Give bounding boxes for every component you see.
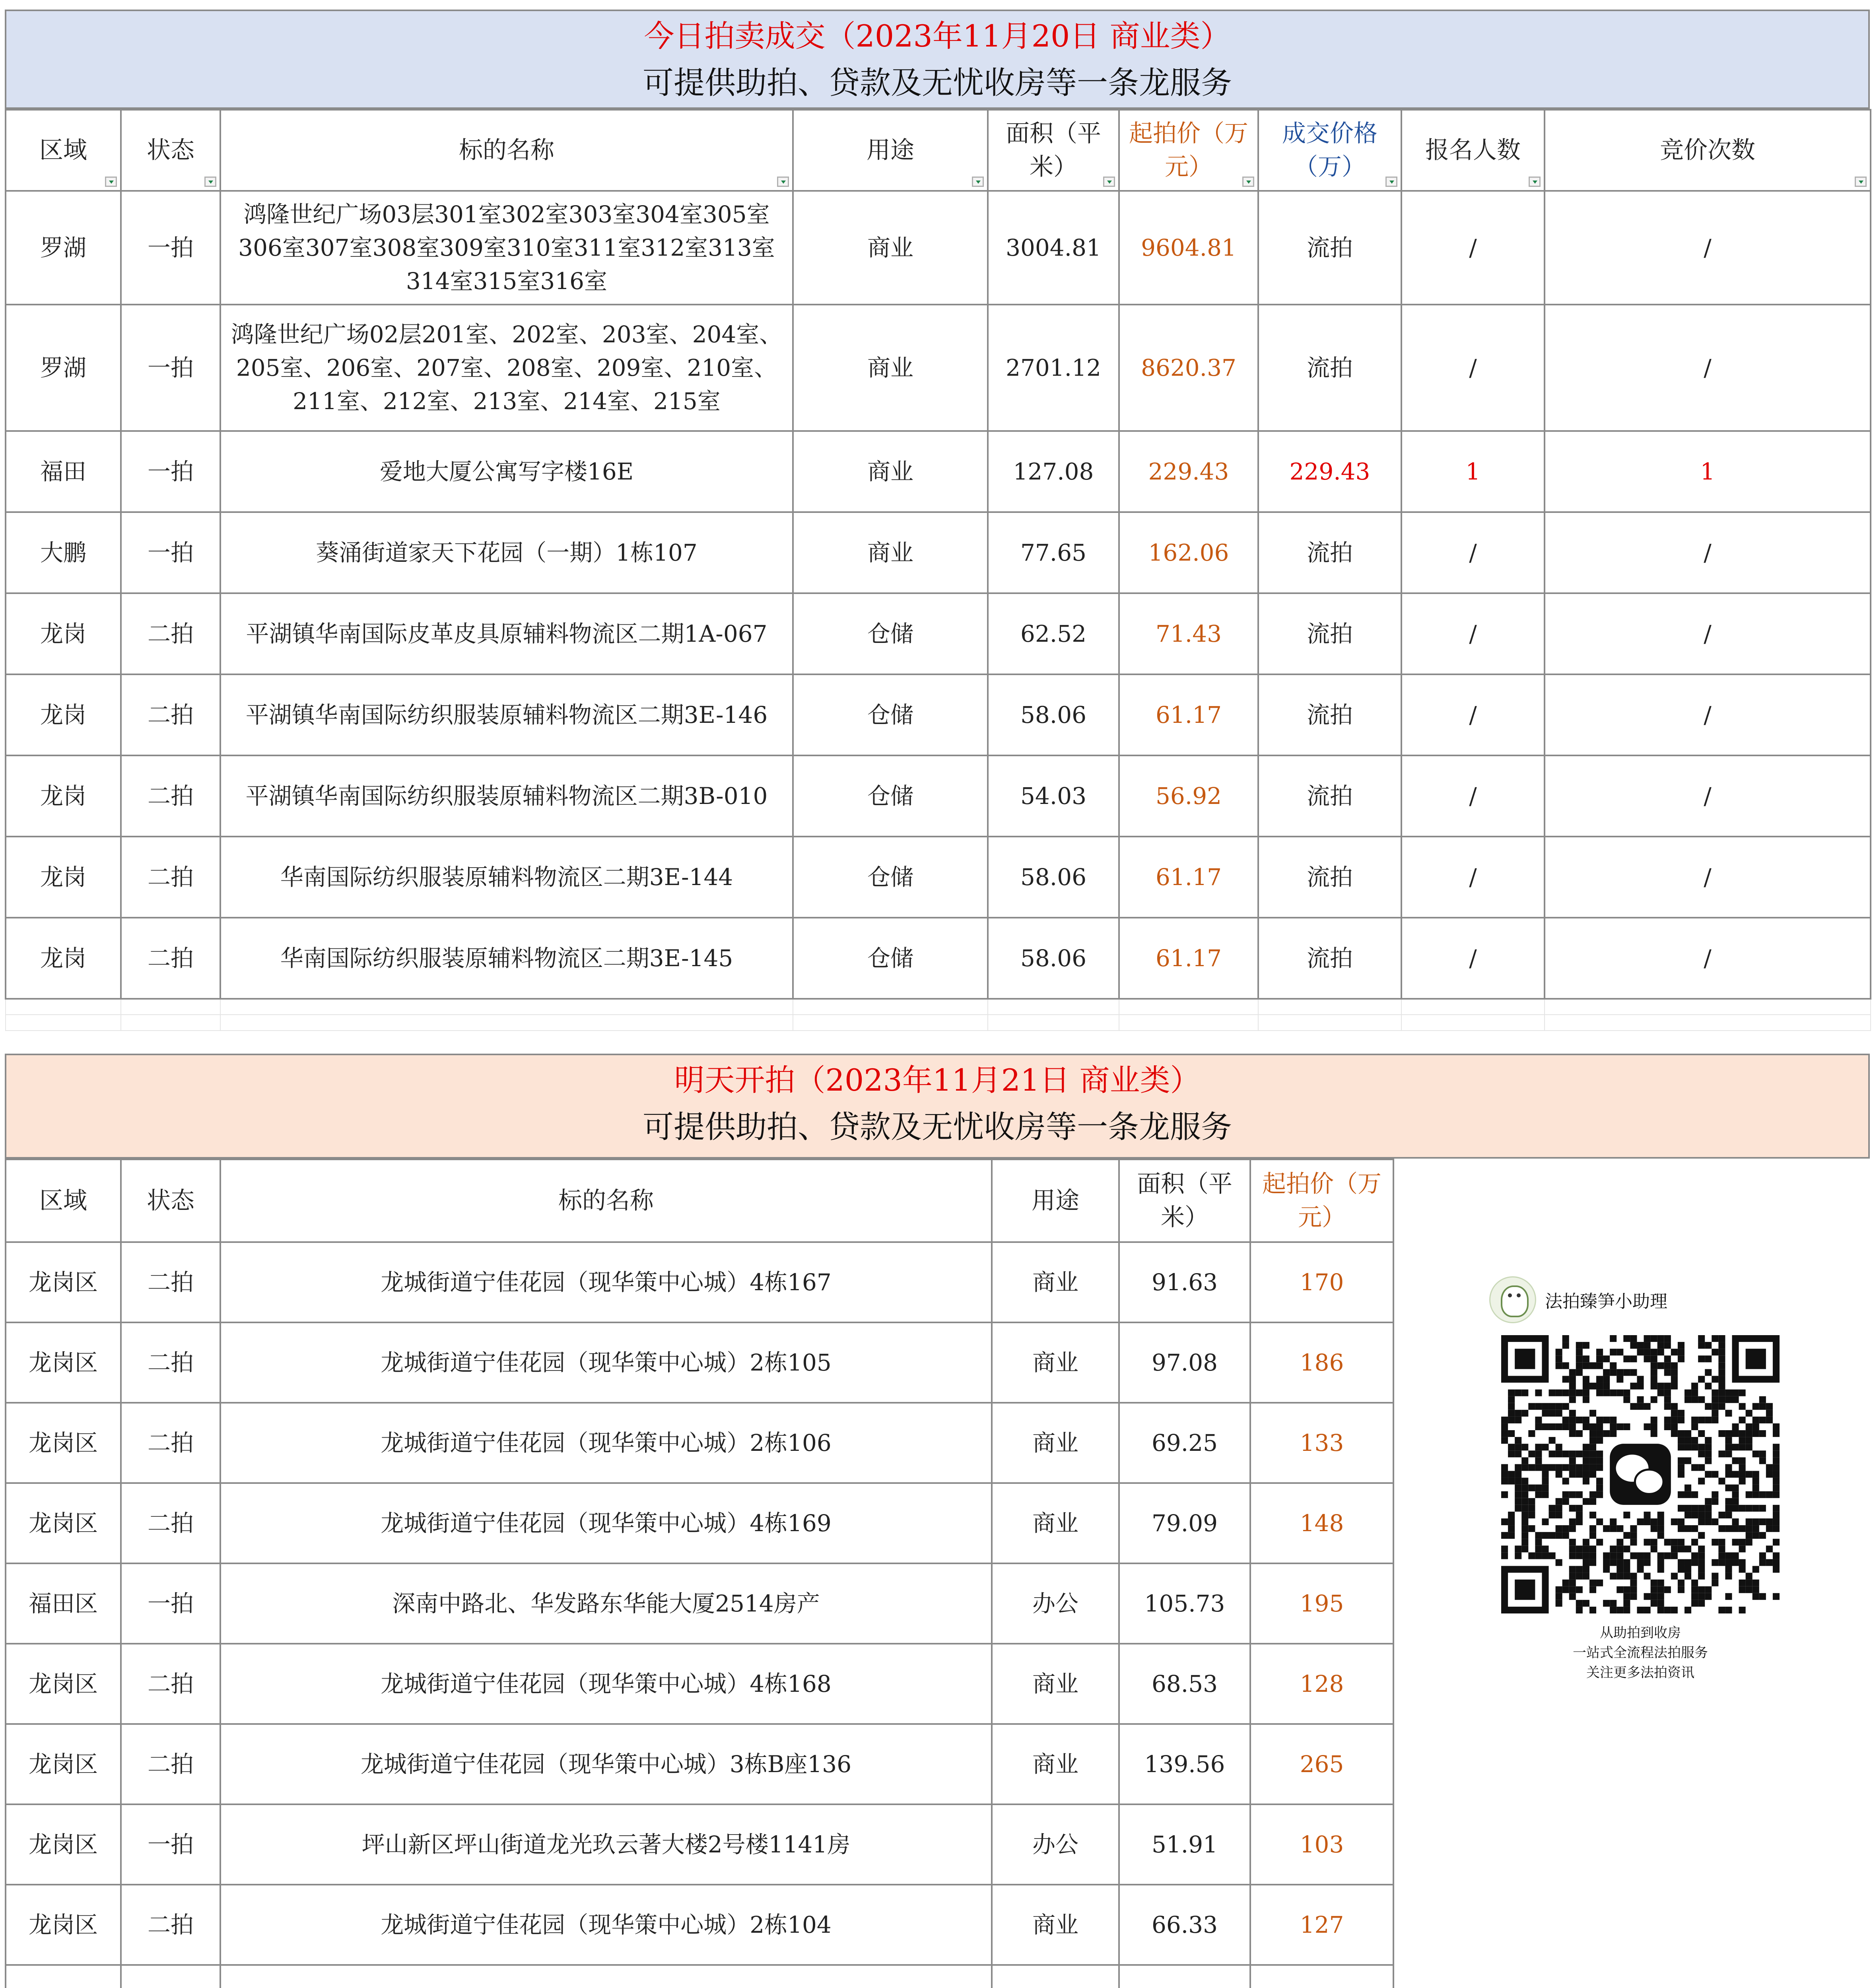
cell-area: 127.08 <box>988 431 1119 512</box>
cell-start-price: 162.06 <box>1119 512 1258 593</box>
wechat-qr-icon[interactable] <box>1501 1335 1780 1613</box>
table-row <box>6 1804 1393 1885</box>
cell-use: 仓储 <box>793 674 988 755</box>
cell-name: 龙城街道宁佳花园（现华策中心城）4栋167 <box>220 1242 992 1322</box>
table-row <box>6 1242 1393 1322</box>
cell-name: 平湖镇华南国际纺织服装原辅料物流区二期3E-146 <box>220 674 793 755</box>
cell-start-price: 61.17 <box>1119 674 1258 755</box>
filter-dropdown-icon[interactable] <box>1103 177 1115 187</box>
table-row <box>6 1644 1393 1724</box>
cell-applicants: 1 <box>1401 431 1545 512</box>
today-title: 今日拍卖成交（2023年11月20日 商业类） <box>644 18 1231 54</box>
cell-area: 2701.12 <box>988 305 1119 431</box>
cell-applicants: / <box>1401 512 1545 593</box>
cell-start-price: 229.43 <box>1119 431 1258 512</box>
cell-status: 二拍 <box>121 1483 220 1563</box>
cell-name: 平湖镇华南国际皮革皮具原辅料物流区二期1A-067 <box>220 593 793 674</box>
cell-district: 龙岗区 <box>6 1804 121 1885</box>
qr-header <box>1489 1276 1791 1323</box>
cell-deal-price: 流拍 <box>1258 837 1401 918</box>
cell-start-price: 186 <box>1250 1322 1393 1403</box>
today-table <box>5 109 1871 1031</box>
cell-area: 69.25 <box>1119 1403 1250 1483</box>
table-row <box>6 1483 1393 1563</box>
filter-dropdown-icon[interactable] <box>1242 177 1254 187</box>
qr-caption: 从助拍到收房 一站式全流程法拍服务 关注更多法拍资讯 <box>1573 1625 1708 1681</box>
header-start-price: 起拍价（万元） <box>1250 1159 1393 1242</box>
cell-status: 一拍 <box>121 431 220 512</box>
qr-card <box>1489 1276 1791 1683</box>
cell-start-price: 133 <box>1250 1403 1393 1483</box>
filter-dropdown-icon[interactable] <box>777 177 789 187</box>
cell-deal-price: 流拍 <box>1258 191 1401 305</box>
cell-area: 58.06 <box>988 837 1119 918</box>
cell-bids: / <box>1545 755 1871 837</box>
cell-start-price: 195 <box>1250 1563 1393 1644</box>
table-row <box>6 918 1871 999</box>
cell-start-price: 265 <box>1250 1724 1393 1804</box>
tomorrow-title: 明天开拍（2023年11月21日 商业类） <box>674 1062 1201 1098</box>
cell-use: 商业 <box>793 191 988 305</box>
cell-status <box>121 1965 220 1988</box>
qr-account-name: 法拍臻笋小助理 <box>1545 1291 1667 1312</box>
cell-name: 龙城街道宁佳花园（现华策中心城）3栋B座136 <box>220 1724 992 1804</box>
filter-dropdown-icon[interactable] <box>1529 177 1541 187</box>
cell-name: 爱地大厦公寓写字楼16E <box>220 431 793 512</box>
table-row <box>6 305 1871 431</box>
table-row <box>6 837 1871 918</box>
today-banner <box>5 10 1870 109</box>
cell-district: 龙岗区 <box>6 1242 121 1322</box>
cell-start-price: 103 <box>1250 1804 1393 1885</box>
header-applicants[interactable]: 报名人数 <box>1401 110 1545 191</box>
mascot-icon <box>1489 1276 1536 1323</box>
cell-status: 一拍 <box>121 191 220 305</box>
today-results-sheet <box>5 10 1870 1031</box>
cell-district: 龙岗 <box>6 674 121 755</box>
cell-area: 3004.81 <box>988 191 1119 305</box>
cell-use <box>992 1965 1119 1988</box>
blank-row <box>6 999 1871 1015</box>
cell-status: 二拍 <box>121 755 220 837</box>
cell-district: 罗湖 <box>6 191 121 305</box>
cell-deal-price: 流拍 <box>1258 593 1401 674</box>
cell-bids: / <box>1545 674 1871 755</box>
header-area: 面积（平米） <box>1119 1159 1250 1242</box>
cell-applicants: / <box>1401 593 1545 674</box>
table-row <box>6 755 1871 837</box>
table-row <box>6 1885 1393 1965</box>
cell-use: 商业 <box>793 305 988 431</box>
table-row <box>6 191 1871 305</box>
header-start-price[interactable]: 起拍价（万元） <box>1119 110 1258 191</box>
cell-applicants: / <box>1401 918 1545 999</box>
cell-district: 罗湖 <box>6 305 121 431</box>
cell-status: 一拍 <box>121 305 220 431</box>
today-subtitle: 可提供助拍、贷款及无忧收房等一条龙服务 <box>642 65 1232 101</box>
tomorrow-subtitle: 可提供助拍、贷款及无忧收房等一条龙服务 <box>642 1109 1232 1145</box>
cell-area: 58.06 <box>988 674 1119 755</box>
cell-status: 二拍 <box>121 1322 220 1403</box>
cell-deal-price: 229.43 <box>1258 431 1401 512</box>
cell-area: 79.09 <box>1119 1483 1250 1563</box>
cell-deal-price: 流拍 <box>1258 755 1401 837</box>
table-row <box>6 431 1871 512</box>
cell-start-price: 9604.81 <box>1119 191 1258 305</box>
table-row <box>6 1563 1393 1644</box>
cell-name: 鸿隆世纪广场02层201室、202室、203室、204室、205室、206室、207室、208室、209室、210室、211室、212室、213室、214室、215室 <box>220 305 793 431</box>
filter-dropdown-icon[interactable] <box>105 177 117 187</box>
cell-use: 商业 <box>992 1322 1119 1403</box>
header-district[interactable]: 区域 <box>6 110 121 191</box>
cell-start-price: 127 <box>1250 1885 1393 1965</box>
cell-area: 62.52 <box>988 593 1119 674</box>
header-use: 用途 <box>992 1159 1119 1242</box>
cell-applicants: / <box>1401 674 1545 755</box>
cell-use: 商业 <box>992 1403 1119 1483</box>
cell-start-price: 128 <box>1250 1644 1393 1724</box>
header-status[interactable]: 状态 <box>121 110 220 191</box>
cell-area: 105.73 <box>1119 1563 1250 1644</box>
cell-status: 一拍 <box>121 1563 220 1644</box>
cell-name: 坪山新区坪山街道龙光玖云著大楼2号楼1141房 <box>220 1804 992 1885</box>
cell-status: 二拍 <box>121 1644 220 1724</box>
cell-name: 龙城街道宁佳花园（现华策中心城）4栋168 <box>220 1644 992 1724</box>
cell-area: 68.53 <box>1119 1644 1250 1724</box>
tomorrow-table <box>5 1159 1394 1988</box>
cell-start-price: 71.43 <box>1119 593 1258 674</box>
cell-district: 龙岗 <box>6 755 121 837</box>
cell-use: 商业 <box>793 512 988 593</box>
cell-area: 66.33 <box>1119 1885 1250 1965</box>
cell-bids: / <box>1545 512 1871 593</box>
cell-district: 福田 <box>6 431 121 512</box>
cell-start-price: 56.92 <box>1119 755 1258 837</box>
cell-name <box>220 1965 992 1988</box>
header-bids[interactable]: 竞价次数 <box>1545 110 1871 191</box>
cell-status: 二拍 <box>121 1242 220 1322</box>
cell-status: 二拍 <box>121 1403 220 1483</box>
table-row <box>6 512 1871 593</box>
cell-name: 龙城街道宁佳花园（现华策中心城）2栋104 <box>220 1885 992 1965</box>
cell-district <box>6 1965 121 1988</box>
cell-deal-price: 流拍 <box>1258 674 1401 755</box>
cell-use: 商业 <box>992 1885 1119 1965</box>
cell-deal-price: 流拍 <box>1258 512 1401 593</box>
cell-district: 龙岗 <box>6 593 121 674</box>
cell-use: 办公 <box>992 1563 1119 1644</box>
header-deal-price[interactable]: 成交价格（万） <box>1258 110 1401 191</box>
cell-bids: / <box>1545 918 1871 999</box>
cell-name: 华南国际纺织服装原辅料物流区二期3E-145 <box>220 918 793 999</box>
cell-deal-price: 流拍 <box>1258 918 1401 999</box>
cell-area: 91.63 <box>1119 1242 1250 1322</box>
cell-use: 办公 <box>992 1804 1119 1885</box>
cell-applicants: / <box>1401 755 1545 837</box>
cell-district: 龙岗区 <box>6 1483 121 1563</box>
cell-status: 一拍 <box>121 1804 220 1885</box>
cell-name: 鸿隆世纪广场03层301室302室303室304室305室306室307室308室309室310室311室312室313室314室315室316室 <box>220 191 793 305</box>
cell-name: 龙城街道宁佳花园（现华策中心城）2栋105 <box>220 1322 992 1403</box>
cell-area: 58.06 <box>988 918 1119 999</box>
cell-district: 龙岗区 <box>6 1724 121 1804</box>
filter-dropdown-icon[interactable] <box>204 177 216 187</box>
filter-dropdown-icon[interactable] <box>972 177 984 187</box>
cell-applicants: / <box>1401 191 1545 305</box>
cell-use: 仓储 <box>793 593 988 674</box>
tomorrow-banner <box>5 1054 1870 1159</box>
table-row <box>6 1724 1393 1804</box>
cell-bids: / <box>1545 191 1871 305</box>
cell-start-price: 61.17 <box>1119 918 1258 999</box>
cell-bids: / <box>1545 305 1871 431</box>
cell-bids: / <box>1545 593 1871 674</box>
cell-area <box>1119 1965 1250 1988</box>
cell-deal-price: 流拍 <box>1258 305 1401 431</box>
header-area[interactable]: 面积（平米） <box>988 110 1119 191</box>
cell-use: 商业 <box>992 1644 1119 1724</box>
header-use[interactable]: 用途 <box>793 110 988 191</box>
cell-status: 二拍 <box>121 1885 220 1965</box>
cell-name: 深南中路北、华发路东华能大厦2514房产 <box>220 1563 992 1644</box>
cell-status: 一拍 <box>121 512 220 593</box>
cell-district: 龙岗区 <box>6 1403 121 1483</box>
header-name[interactable]: 标的名称 <box>220 110 793 191</box>
cell-name: 龙城街道宁佳花园（现华策中心城）2栋106 <box>220 1403 992 1483</box>
cell-name: 葵涌街道家天下花园（一期）1栋107 <box>220 512 793 593</box>
table-row <box>6 593 1871 674</box>
cell-district: 龙岗区 <box>6 1322 121 1403</box>
cell-use: 仓储 <box>793 837 988 918</box>
table-row <box>6 674 1871 755</box>
table-row <box>6 1965 1393 1988</box>
cell-use: 仓储 <box>793 755 988 837</box>
cell-status: 二拍 <box>121 674 220 755</box>
table-row <box>6 1322 1393 1403</box>
cell-district: 龙岗 <box>6 837 121 918</box>
header-district: 区域 <box>6 1159 121 1242</box>
cell-district: 大鹏 <box>6 512 121 593</box>
cell-start-price: 170 <box>1250 1242 1393 1322</box>
cell-area: 139.56 <box>1119 1724 1250 1804</box>
cell-name: 平湖镇华南国际纺织服装原辅料物流区二期3B-010 <box>220 755 793 837</box>
cell-area: 51.91 <box>1119 1804 1250 1885</box>
cell-status: 二拍 <box>121 593 220 674</box>
header-status: 状态 <box>121 1159 220 1242</box>
table-row <box>6 1403 1393 1483</box>
cell-status: 二拍 <box>121 837 220 918</box>
cell-name: 龙城街道宁佳花园（现华策中心城）4栋169 <box>220 1483 992 1563</box>
cell-district: 龙岗 <box>6 918 121 999</box>
cell-area: 54.03 <box>988 755 1119 837</box>
cell-applicants: / <box>1401 305 1545 431</box>
cell-district: 龙岗区 <box>6 1885 121 1965</box>
cell-bids: 1 <box>1545 431 1871 512</box>
cell-name: 华南国际纺织服装原辅料物流区二期3E-144 <box>220 837 793 918</box>
cell-start-price: 61.17 <box>1119 837 1258 918</box>
cell-use: 商业 <box>992 1724 1119 1804</box>
cell-use: 商业 <box>992 1483 1119 1563</box>
blank-row <box>6 1015 1871 1031</box>
cell-use: 商业 <box>793 431 988 512</box>
cell-status: 二拍 <box>121 918 220 999</box>
cell-start-price: 148 <box>1250 1483 1393 1563</box>
cell-applicants: / <box>1401 837 1545 918</box>
cell-use: 仓储 <box>793 918 988 999</box>
filter-dropdown-icon[interactable] <box>1855 177 1867 187</box>
cell-area: 97.08 <box>1119 1322 1250 1403</box>
cell-area: 77.65 <box>988 512 1119 593</box>
cell-start-price: 8620.37 <box>1119 305 1258 431</box>
cell-district: 龙岗区 <box>6 1644 121 1724</box>
filter-dropdown-icon[interactable] <box>1385 177 1397 187</box>
cell-status: 二拍 <box>121 1724 220 1804</box>
header-name: 标的名称 <box>220 1159 992 1242</box>
cell-start-price <box>1250 1965 1393 1988</box>
cell-use: 商业 <box>992 1242 1119 1322</box>
cell-bids: / <box>1545 837 1871 918</box>
cell-district: 福田区 <box>6 1563 121 1644</box>
